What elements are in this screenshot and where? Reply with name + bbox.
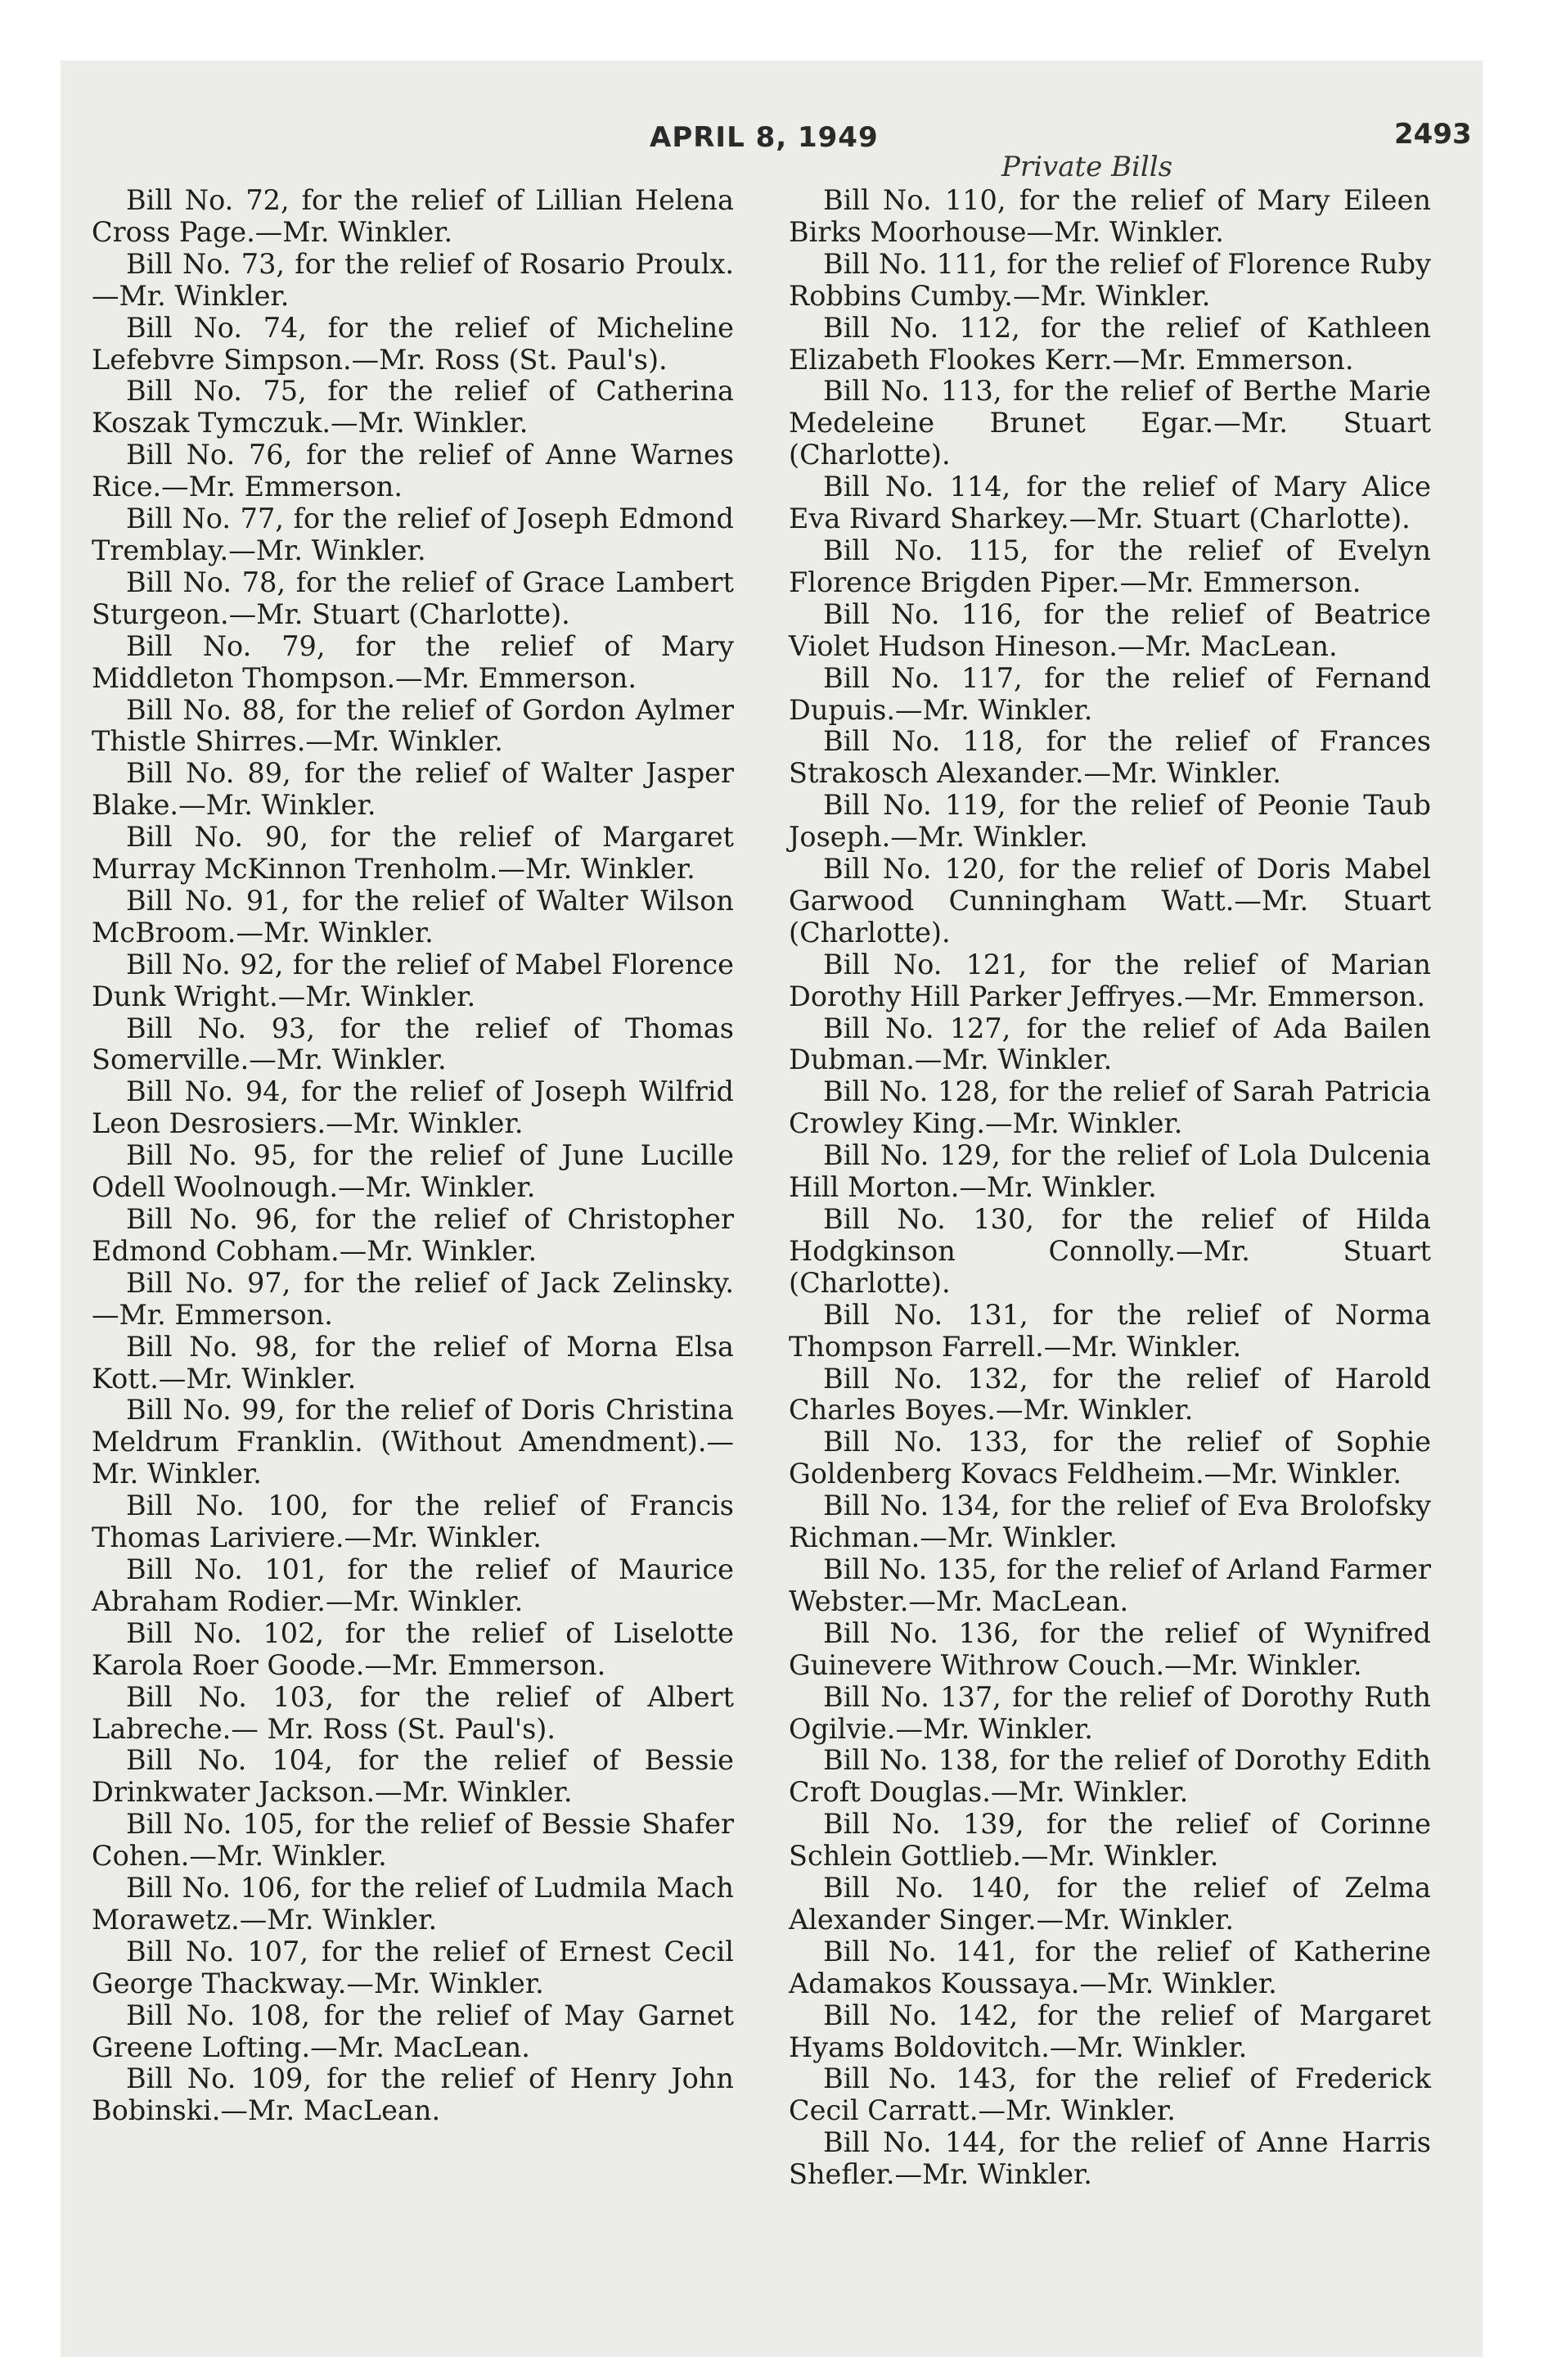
right-column — [789, 185, 1431, 2191]
bill-entry: Bill No. 112, for the relief of Kathleen Elizabeth Flookes Kerr.—Mr. Emmerson. — [789, 311, 1431, 376]
bill-entry: Bill No. 136, for the relief of Wynifred Guinevere Withrow Couch.—Mr. Winkler. — [789, 1616, 1431, 1681]
bill-entry: Bill No. 99, for the relief of Doris Christina Meldrum Franklin. (Without Amendment).— Mr. Winkler. — [92, 1394, 734, 1490]
bill-entry: Bill No. 117, for the relief of Fernand Dupuis.—Mr. Winkler. — [789, 661, 1431, 726]
bill-entry: Bill No. 95, for the relief of June Lucille Odell Woolnough.—Mr. Winkler. — [92, 1139, 734, 1204]
bill-entry: Bill No. 110, for the relief of Mary Eileen Birks Moorhouse—Mr. Winkler. — [789, 184, 1431, 248]
bill-entry: Bill No. 104, for the relief of Bessie Drinkwater Jackson.—Mr. Winkler. — [92, 1744, 734, 1809]
bill-entry: Bill No. 134, for the relief of Eva Brolofsky Richman.—Mr. Winkler. — [789, 1490, 1431, 1554]
bill-entry: Bill No. 73, for the relief of Rosario Proulx. —Mr. Winkler. — [92, 247, 734, 312]
bill-entry: Bill No. 121, for the relief of Marian Dorothy Hill Parker Jeffryes.—Mr. Emmerson. — [789, 948, 1431, 1012]
bill-entry: Bill No. 114, for the relief of Mary Alice Eva Rivard Sharkey.—Mr. Stuart (Charlotte). — [789, 471, 1431, 535]
page-content — [61, 61, 1483, 2357]
bill-entry: Bill No. 141, for the relief of Katherine Adamakos Koussaya.—Mr. Winkler. — [789, 1935, 1431, 1999]
bill-entry: Bill No. 79, for the relief of Mary Middleton Thompson.—Mr. Emmerson. — [92, 629, 734, 694]
bill-entry: Bill No. 144, for the relief of Anne Harris Shefler.—Mr. Winkler. — [789, 2126, 1431, 2191]
bill-entry: Bill No. 135, for the relief of Arland Farmer Webster.—Mr. MacLean. — [789, 1553, 1431, 1617]
bill-entry: Bill No. 91, for the relief of Walter Wilson McBroom.—Mr. Winkler. — [92, 884, 734, 949]
bill-entry: Bill No. 100, for the relief of Francis Thomas Lariviere.—Mr. Winkler. — [92, 1490, 734, 1554]
bill-entry: Bill No. 128, for the relief of Sarah Patricia Crowley King.—Mr. Winkler. — [789, 1075, 1431, 1140]
bill-entry: Bill No. 105, for the relief of Bessie Shafer Cohen.—Mr. Winkler. — [92, 1808, 734, 1873]
bill-entry: Bill No. 78, for the relief of Grace Lambert Sturgeon.—Mr. Stuart (Charlotte). — [92, 566, 734, 630]
bill-entry: Bill No. 74, for the relief of Micheline Lefebvre Simpson.—Mr. Ross (St. Paul's). — [92, 311, 734, 376]
bill-entry: Bill No. 140, for the relief of Zelma Alexander Singer.—Mr. Winkler. — [789, 1872, 1431, 1936]
left-column — [92, 185, 734, 2127]
bill-entry: Bill No. 101, for the relief of Maurice Abraham Rodier.—Mr. Winkler. — [92, 1553, 734, 1617]
bill-entry: Bill No. 102, for the relief of Liselotte Karola Roer Goode.—Mr. Emmerson. — [92, 1616, 734, 1681]
bill-entry: Bill No. 133, for the relief of Sophie Goldenberg Kovacs Feldheim.—Mr. Winkler. — [789, 1426, 1431, 1490]
bill-entry: Bill No. 109, for the relief of Henry John Bobinski.—Mr. MacLean. — [92, 2062, 734, 2127]
bill-entry: Bill No. 130, for the relief of Hilda Hodgkinson Connolly.—Mr. Stuart (Charlotte). — [789, 1203, 1431, 1299]
page-date: APRIL 8, 1949 — [650, 121, 879, 154]
bill-entry: Bill No. 120, for the relief of Doris Mabel Garwood Cunningham Watt.—Mr. Stuart (Charlotte). — [789, 853, 1431, 949]
bill-entry: Bill No. 77, for the relief of Joseph Edmond Tremblay.—Mr. Winkler. — [92, 503, 734, 566]
bill-entry: Bill No. 137, for the relief of Dorothy Ruth Ogilvie.—Mr. Winkler. — [789, 1680, 1431, 1745]
section-title: Private Bills — [1001, 151, 1173, 183]
scanned-page — [61, 61, 1483, 2357]
bill-entry: Bill No. 76, for the relief of Anne Warnes Rice.—Mr. Emmerson. — [92, 439, 734, 503]
bill-entry: Bill No. 106, for the relief of Ludmila Mach Morawetz.—Mr. Winkler. — [92, 1872, 734, 1936]
bill-entry: Bill No. 111, for the relief of Florence Ruby Robbins Cumby.—Mr. Winkler. — [789, 247, 1431, 312]
bill-entry: Bill No. 72, for the relief of Lillian Helena Cross Page.—Mr. Winkler. — [92, 184, 734, 248]
bill-entry: Bill No. 75, for the relief of Catherina Koszak Tymczuk.—Mr. Winkler. — [92, 375, 734, 439]
bill-entry: Bill No. 138, for the relief of Dorothy Edith Croft Douglas.—Mr. Winkler. — [789, 1744, 1431, 1809]
bill-entry: Bill No. 142, for the relief of Margaret Hyams Boldovitch.—Mr. Winkler. — [789, 1999, 1431, 2063]
bill-entry: Bill No. 90, for the relief of Margaret Murray McKinnon Trenholm.—Mr. Winkler. — [92, 821, 734, 886]
bill-entry: Bill No. 89, for the relief of Walter Jasper Blake.—Mr. Winkler. — [92, 757, 734, 822]
bill-entry: Bill No. 97, for the relief of Jack Zelinsky. —Mr. Emmerson. — [92, 1266, 734, 1331]
bill-entry: Bill No. 98, for the relief of Morna Elsa Kott.—Mr. Winkler. — [92, 1330, 734, 1395]
bill-entry: Bill No. 131, for the relief of Norma Thompson Farrell.—Mr. Winkler. — [789, 1298, 1431, 1363]
page-number: 2493 — [1394, 118, 1472, 151]
bill-entry: Bill No. 129, for the relief of Lola Dulcenia Hill Morton.—Mr. Winkler. — [789, 1139, 1431, 1204]
bill-entry: Bill No. 107, for the relief of Ernest Cecil George Thackway.—Mr. Winkler. — [92, 1935, 734, 1999]
bill-entry: Bill No. 115, for the relief of Evelyn Florence Brigden Piper.—Mr. Emmerson. — [789, 534, 1431, 598]
bill-entry: Bill No. 94, for the relief of Joseph Wilfrid Leon Desrosiers.—Mr. Winkler. — [92, 1075, 734, 1140]
bill-entry: Bill No. 103, for the relief of Albert Labreche.— Mr. Ross (St. Paul's). — [92, 1680, 734, 1745]
bill-entry: Bill No. 127, for the relief of Ada Bailen Dubman.—Mr. Winkler. — [789, 1012, 1431, 1076]
bill-entry: Bill No. 139, for the relief of Corinne Schlein Gottlieb.—Mr. Winkler. — [789, 1808, 1431, 1873]
bill-entry: Bill No. 92, for the relief of Mabel Florence Dunk Wright.—Mr. Winkler. — [92, 948, 734, 1012]
bill-entry: Bill No. 96, for the relief of Christopher Edmond Cobham.—Mr. Winkler. — [92, 1203, 734, 1267]
bill-entry: Bill No. 119, for the relief of Peonie Taub Joseph.—Mr. Winkler. — [789, 789, 1431, 854]
bill-entry: Bill No. 118, for the relief of Frances Strakosch Alexander.—Mr. Winkler. — [789, 725, 1431, 790]
bill-entry: Bill No. 116, for the relief of Beatrice Violet Hudson Hineson.—Mr. MacLean. — [789, 597, 1431, 662]
bill-entry: Bill No. 143, for the relief of Frederick Cecil Carratt.—Mr. Winkler. — [789, 2062, 1431, 2127]
bill-entry: Bill No. 108, for the relief of May Garnet Greene Lofting.—Mr. MacLean. — [92, 1999, 734, 2063]
bill-entry: Bill No. 132, for the relief of Harold Charles Boyes.—Mr. Winkler. — [789, 1362, 1431, 1427]
bill-entry: Bill No. 93, for the relief of Thomas Somerville.—Mr. Winkler. — [92, 1012, 734, 1076]
bill-entry: Bill No. 88, for the relief of Gordon Aylmer Thistle Shirres.—Mr. Winkler. — [92, 693, 734, 758]
bill-entry: Bill No. 113, for the relief of Berthe Marie Medeleine Brunet Egar.—Mr. Stuart (Charlotte). — [789, 375, 1431, 471]
